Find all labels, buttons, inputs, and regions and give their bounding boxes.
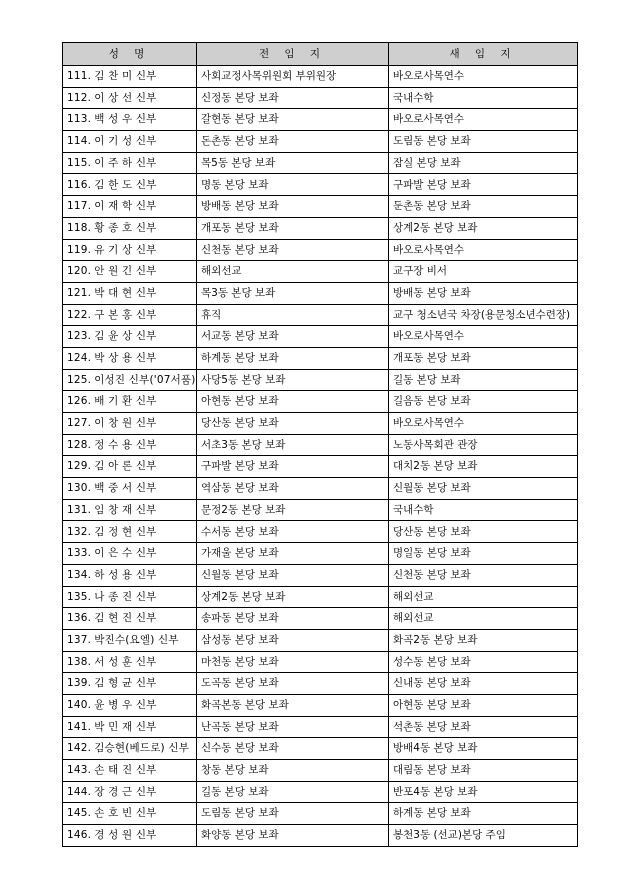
table-row [63, 456, 578, 478]
row-number: 146. [67, 829, 92, 842]
priest-name: 이 재 학 신부 [94, 200, 157, 213]
previous-post-cell: 신수동 본당 보좌 [197, 738, 389, 760]
name-cell [63, 304, 197, 326]
priest-name: 장 경 근 신부 [94, 785, 157, 798]
table-row [63, 217, 578, 239]
priest-name: 이 기 성 신부 [94, 135, 157, 148]
previous-post-cell: 문정2동 본당 보좌 [197, 499, 389, 521]
name-cell [63, 586, 197, 608]
name-cell [63, 109, 197, 131]
table-row [63, 282, 578, 304]
table-row [63, 738, 578, 760]
table-row [63, 694, 578, 716]
new-post-cell: 화곡2동 본당 보좌 [389, 629, 578, 651]
table-row [63, 781, 578, 803]
name-cell [63, 716, 197, 738]
row-number: 116. [67, 178, 92, 191]
new-post-cell: 대치2동 본당 보좌 [389, 456, 578, 478]
new-post-cell: 바오로사목연수 [389, 109, 578, 131]
row-number: 137. [67, 633, 92, 646]
previous-post-cell: 도림동 본당 보좌 [197, 803, 389, 825]
previous-post-cell: 도곡동 본당 보좌 [197, 673, 389, 695]
priest-name: 박진수(요엘) 신부 [94, 633, 179, 646]
table-row [63, 629, 578, 651]
new-post-cell: 국내수학 [389, 499, 578, 521]
row-number: 118. [67, 221, 92, 234]
previous-post-cell: 화곡본동 본당 보좌 [197, 694, 389, 716]
table-row [63, 66, 578, 88]
priest-name: 나 종 진 신부 [94, 590, 157, 603]
name-cell [63, 261, 197, 283]
row-number: 114. [67, 135, 92, 148]
name-cell [63, 478, 197, 500]
new-post-cell: 대림동 본당 보좌 [389, 760, 578, 782]
new-post-cell: 석촌동 본당 보좌 [389, 716, 578, 738]
previous-post-cell: 상계2동 본당 보좌 [197, 586, 389, 608]
table-row [63, 564, 578, 586]
row-number: 111. [67, 70, 92, 83]
row-number: 121. [67, 286, 92, 299]
table-row [63, 521, 578, 543]
row-number: 145. [67, 807, 92, 820]
name-cell [63, 651, 197, 673]
name-cell [63, 434, 197, 456]
new-post-cell: 길음동 본당 보좌 [389, 391, 578, 413]
row-number: 143. [67, 764, 92, 777]
priest-name: 손 태 진 신부 [94, 764, 157, 777]
new-post-cell: 교구 청소년국 차장(용문청소년수련장) [389, 304, 578, 326]
new-post-cell: 국내수학 [389, 87, 578, 109]
row-number: 125. [67, 373, 92, 386]
row-number: 141. [67, 720, 92, 733]
priest-name: 백 성 우 신부 [94, 113, 157, 126]
priest-name: 경 성 원 신부 [94, 829, 157, 842]
priest-name: 김 찬 미 신부 [94, 70, 157, 83]
row-number: 134. [67, 568, 92, 581]
new-post-cell: 구파발 본당 보좌 [389, 174, 578, 196]
row-number: 130. [67, 482, 92, 495]
table-row [63, 369, 578, 391]
name-cell [63, 456, 197, 478]
previous-post-cell: 사회교정사목위원회 부위원장 [197, 66, 389, 88]
priest-name: 김 현 진 신부 [94, 612, 157, 625]
name-cell [63, 825, 197, 847]
previous-post-cell: 삼성동 본당 보좌 [197, 629, 389, 651]
previous-post-cell: 송파동 본당 보좌 [197, 608, 389, 630]
table-row [63, 825, 578, 847]
priest-name: 김승현(베드로) 신부 [94, 742, 190, 755]
name-cell [63, 347, 197, 369]
table-row [63, 413, 578, 435]
previous-post-cell: 돈촌동 본당 보좌 [197, 131, 389, 153]
table-row [63, 174, 578, 196]
row-number: 132. [67, 525, 92, 538]
row-number: 113. [67, 113, 92, 126]
previous-post-cell: 방배동 본당 보좌 [197, 196, 389, 218]
table-row [63, 347, 578, 369]
previous-post-cell: 목5동 본당 보좌 [197, 152, 389, 174]
priest-name: 이 은 수 신부 [94, 547, 157, 560]
name-cell [63, 196, 197, 218]
priest-name: 손 호 빈 신부 [94, 807, 157, 820]
new-post-cell: 바오로사목연수 [389, 239, 578, 261]
row-number: 138. [67, 655, 92, 668]
name-cell [63, 131, 197, 153]
new-post-cell: 해외선교 [389, 608, 578, 630]
table-row [63, 651, 578, 673]
name-cell [63, 369, 197, 391]
name-cell [63, 543, 197, 565]
name-cell [63, 239, 197, 261]
priest-name: 이 주 하 신부 [94, 156, 157, 169]
previous-post-cell: 난곡동 본당 보좌 [197, 716, 389, 738]
table-row [63, 716, 578, 738]
previous-post-cell: 휴직 [197, 304, 389, 326]
new-post-cell: 길동 본당 보좌 [389, 369, 578, 391]
name-cell [63, 217, 197, 239]
table-row [63, 673, 578, 695]
priest-name: 배 기 환 신부 [94, 395, 157, 408]
name-cell [63, 174, 197, 196]
table-row [63, 109, 578, 131]
previous-post-cell: 구파발 본당 보좌 [197, 456, 389, 478]
new-post-cell: 방배4동 본당 보좌 [389, 738, 578, 760]
new-post-cell: 하계동 본당 보좌 [389, 803, 578, 825]
name-cell [63, 413, 197, 435]
row-number: 127. [67, 417, 92, 430]
previous-post-cell: 신월동 본당 보좌 [197, 564, 389, 586]
table-row [63, 760, 578, 782]
new-post-cell: 바오로사목연수 [389, 66, 578, 88]
priest-name: 황 종 호 신부 [94, 221, 157, 234]
header-previous-post: 전 임 지 [197, 43, 389, 66]
previous-post-cell: 수서동 본당 보좌 [197, 521, 389, 543]
table-row [63, 87, 578, 109]
new-post-cell: 바오로사목연수 [389, 326, 578, 348]
table-row [63, 196, 578, 218]
priest-name: 이 상 선 신부 [94, 91, 157, 104]
table-row [63, 261, 578, 283]
previous-post-cell: 마천동 본당 보좌 [197, 651, 389, 673]
header-row [63, 43, 578, 66]
row-number: 122. [67, 308, 92, 321]
priest-name: 임 창 재 신부 [94, 503, 157, 516]
new-post-cell: 성수동 본당 보좌 [389, 651, 578, 673]
priest-name: 김 한 도 신부 [94, 178, 157, 191]
new-post-cell: 신천동 본당 보좌 [389, 564, 578, 586]
new-post-cell: 둔촌동 본당 보좌 [389, 196, 578, 218]
row-number: 126. [67, 395, 92, 408]
priest-name: 김 형 균 신부 [94, 677, 157, 690]
priest-name: 백 중 서 신부 [94, 482, 157, 495]
previous-post-cell: 창동 본당 보좌 [197, 760, 389, 782]
name-cell [63, 499, 197, 521]
new-post-cell: 신내동 본당 보좌 [389, 673, 578, 695]
row-number: 128. [67, 438, 92, 451]
name-cell [63, 282, 197, 304]
priest-name: 구 본 홍 신부 [94, 308, 157, 321]
priest-name: 정 수 용 신부 [94, 438, 157, 451]
priest-name: 이성진 신부('07서품) [94, 373, 196, 386]
priest-name: 박 민 재 신부 [94, 720, 157, 733]
row-number: 119. [67, 243, 92, 256]
previous-post-cell: 신정동 본당 보좌 [197, 87, 389, 109]
row-number: 112. [67, 91, 92, 104]
table-row [63, 499, 578, 521]
priest-name: 하 성 용 신부 [94, 568, 157, 581]
name-cell [63, 152, 197, 174]
row-number: 135. [67, 590, 92, 603]
row-number: 139. [67, 677, 92, 690]
name-cell [63, 803, 197, 825]
table-row [63, 152, 578, 174]
new-post-cell: 방배동 본당 보좌 [389, 282, 578, 304]
name-cell [63, 326, 197, 348]
previous-post-cell: 서초3동 본당 보좌 [197, 434, 389, 456]
new-post-cell: 도림동 본당 보좌 [389, 131, 578, 153]
previous-post-cell: 목3동 본당 보좌 [197, 282, 389, 304]
row-number: 117. [67, 200, 92, 213]
new-post-cell: 반포4동 본당 보좌 [389, 781, 578, 803]
table-row [63, 478, 578, 500]
previous-post-cell: 길동 본당 보좌 [197, 781, 389, 803]
row-number: 140. [67, 699, 92, 712]
new-post-cell: 당산동 본당 보좌 [389, 521, 578, 543]
name-cell [63, 781, 197, 803]
name-cell [63, 738, 197, 760]
name-cell [63, 694, 197, 716]
row-number: 120. [67, 265, 92, 278]
new-post-cell: 신월동 본당 보좌 [389, 478, 578, 500]
row-number: 144. [67, 785, 92, 798]
header-name: 성 명 [63, 43, 197, 66]
name-cell [63, 608, 197, 630]
previous-post-cell: 당산동 본당 보좌 [197, 413, 389, 435]
previous-post-cell: 서교동 본당 보좌 [197, 326, 389, 348]
name-cell [63, 760, 197, 782]
name-cell [63, 391, 197, 413]
name-cell [63, 629, 197, 651]
table-row [63, 391, 578, 413]
row-number: 133. [67, 547, 92, 560]
previous-post-cell: 사당5동 본당 보좌 [197, 369, 389, 391]
previous-post-cell: 가재울 본당 보좌 [197, 543, 389, 565]
priest-name: 안 원 긴 신부 [94, 265, 157, 278]
previous-post-cell: 명동 본당 보좌 [197, 174, 389, 196]
name-cell [63, 87, 197, 109]
row-number: 129. [67, 460, 92, 473]
new-post-cell: 명일동 본당 보좌 [389, 543, 578, 565]
previous-post-cell: 화양동 본당 보좌 [197, 825, 389, 847]
name-cell [63, 564, 197, 586]
new-post-cell: 개포동 본당 보좌 [389, 347, 578, 369]
previous-post-cell: 신천동 본당 보좌 [197, 239, 389, 261]
name-cell [63, 673, 197, 695]
table-row [63, 239, 578, 261]
priest-name: 김 윤 상 신부 [94, 330, 157, 343]
new-post-cell: 노동사목회관 관장 [389, 434, 578, 456]
name-cell [63, 66, 197, 88]
row-number: 142. [67, 742, 92, 755]
row-number: 124. [67, 352, 92, 365]
new-post-cell: 교구장 비서 [389, 261, 578, 283]
row-number: 136. [67, 612, 92, 625]
previous-post-cell: 아현동 본당 보좌 [197, 391, 389, 413]
new-post-cell: 봉천3동 (선교)본당 주임 [389, 825, 578, 847]
priest-name: 서 성 훈 신부 [94, 655, 157, 668]
table-row [63, 608, 578, 630]
name-cell [63, 521, 197, 543]
table-row [63, 803, 578, 825]
table-row [63, 131, 578, 153]
table-row [63, 326, 578, 348]
appointment-table [62, 42, 578, 847]
header-new-post: 새 임 지 [389, 43, 578, 66]
previous-post-cell: 개포동 본당 보좌 [197, 217, 389, 239]
new-post-cell: 바오로사목연수 [389, 413, 578, 435]
previous-post-cell: 역삼동 본당 보좌 [197, 478, 389, 500]
table-row [63, 586, 578, 608]
row-number: 123. [67, 330, 92, 343]
previous-post-cell: 하계동 본당 보좌 [197, 347, 389, 369]
priest-name: 박 상 용 신부 [94, 352, 157, 365]
priest-name: 박 대 현 신부 [94, 286, 157, 299]
new-post-cell: 해외선교 [389, 586, 578, 608]
priest-name: 김 아 론 신부 [94, 460, 157, 473]
row-number: 131. [67, 503, 92, 516]
previous-post-cell: 갈현동 본당 보좌 [197, 109, 389, 131]
table-row [63, 434, 578, 456]
new-post-cell: 아현동 본당 보좌 [389, 694, 578, 716]
priest-name: 윤 병 우 신부 [94, 699, 157, 712]
priest-name: 김 정 현 신부 [94, 525, 157, 538]
table-body [63, 66, 578, 847]
new-post-cell: 잠실 본당 보좌 [389, 152, 578, 174]
new-post-cell: 상계2동 본당 보좌 [389, 217, 578, 239]
priest-name: 유 기 상 신부 [94, 243, 157, 256]
priest-name: 이 창 원 신부 [94, 417, 157, 430]
row-number: 115. [67, 156, 92, 169]
table-row [63, 304, 578, 326]
previous-post-cell: 해외선교 [197, 261, 389, 283]
table-row [63, 543, 578, 565]
